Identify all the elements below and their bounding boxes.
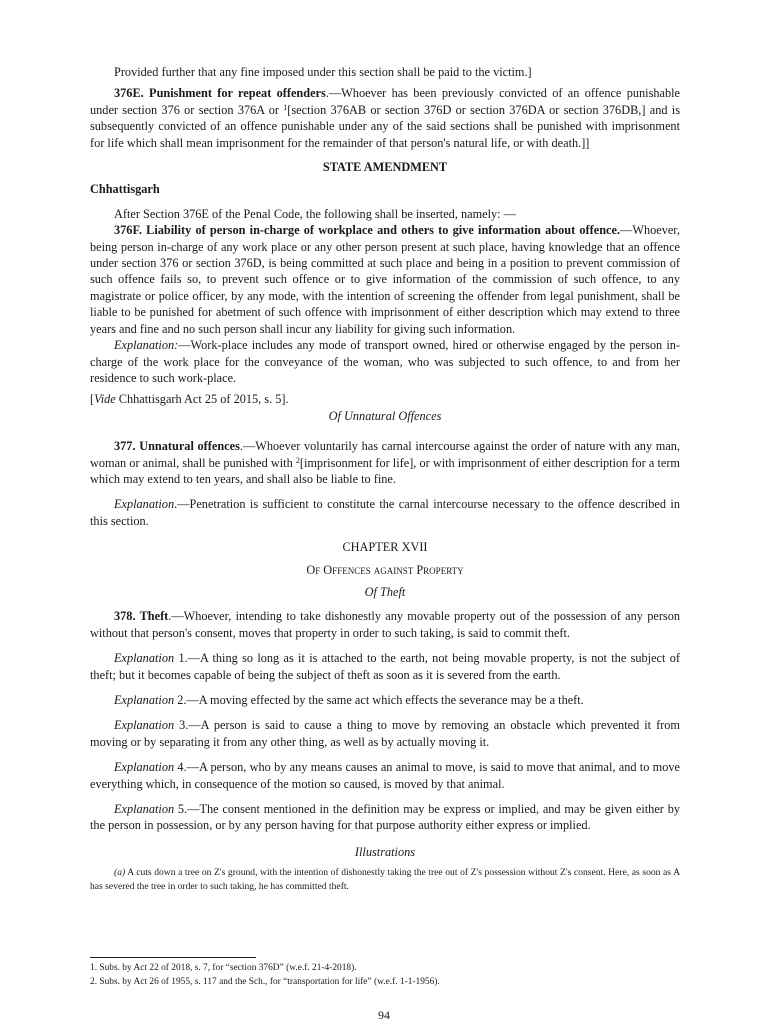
section-377	[90, 438, 680, 487]
section-378-heading: 378. Theft	[114, 609, 169, 624]
vide-bracket: [	[90, 392, 95, 407]
explanation-text: .—A moving effected by the same act which effects the severance may be a theft.	[183, 693, 584, 707]
explanation-text: .—The consent mentioned in the definition may be express or implied, and may be given either by the person in possession, or by any person having for that purpose authority either express or implied.	[90, 802, 680, 833]
explanation-number: 4	[174, 760, 184, 775]
section-376f-explanation	[90, 337, 680, 386]
explanation-4	[90, 759, 680, 792]
section-377-text-a: .—Whoever voluntarily has carnal intercourse against the order of nature with any man, woman or animal, shall be punished with	[90, 439, 681, 470]
vide-note	[90, 391, 680, 407]
footnote-divider	[90, 957, 256, 958]
illustrations-heading: Illustrations	[354, 844, 416, 859]
explanation-label: Explanation	[114, 802, 175, 817]
section-378-text: .—Whoever, intending to take dishonestly any movable property out of the possession of any person without that person's consent, moves that property in order to such taking, is said to commit theft.	[90, 609, 680, 640]
explanation-text: .—Penetration is sufficient to constitute the carnal intercourse necessary to the offence described in this section.	[90, 497, 680, 528]
state-amendment-heading: STATE AMENDMENT	[322, 160, 448, 175]
section-377-text-b: [imprisonment for life], or with imprisonment of either description for a term which may extend to ten years, and shall also be liable to fine.	[90, 455, 680, 486]
section-376e-text-a: .—Whoever has been previously convicted of an offence punishable under section 376 or section 376A or	[90, 86, 680, 117]
footnote-2: 2. Subs. by Act 26 of 1955, s. 117 and the Sch., for “transportation for life” (w.e.f. 1-1-1956).	[90, 976, 440, 987]
main-text	[90, 64, 680, 894]
explanation-5	[90, 801, 680, 834]
illustration-label: (a)	[114, 867, 126, 879]
chapter-title: Of Offences against Property	[306, 562, 464, 577]
section-376e-text-b: [section 376AB or section 376D or section 376DA or section 376DB,] and is subsequently convicted of an offence punishable under any of the said sections shall be punished with imprisonment for life which shall mean imprisonment for the remainder of that person's natural life, or with death.]]	[90, 102, 680, 150]
explanation-number: 2	[174, 693, 184, 707]
unnatural-offences-heading: Of Unnatural Offences	[328, 408, 442, 423]
explanation-label: Explanation:	[114, 338, 179, 353]
explanation-label: Explanation	[114, 760, 175, 775]
section-378	[90, 608, 680, 641]
chapter-number: CHAPTER XVII	[342, 540, 428, 555]
explanation-number: 1	[174, 651, 185, 666]
proviso-paragraph: Provided further that any fine imposed under this section shall be paid to the victim.]	[114, 65, 532, 79]
page-number: 94	[378, 1008, 390, 1022]
explanation-label: Explanation	[114, 497, 175, 512]
footnote-ref-1: 1	[283, 102, 288, 112]
section-377-heading: 377. Unnatural offences	[114, 439, 240, 454]
explanation-text: .—A thing so long as it is attached to the earth, not being movable property, is not the subject of theft; but it becomes capable of being the subject of theft as soon as it is severed from the earth.	[90, 651, 680, 682]
theft-heading: Of Theft	[364, 584, 406, 599]
explanation-label: Explanation	[114, 718, 175, 733]
explanation-label: Explanation	[114, 651, 175, 666]
footnote-ref-2: 2	[295, 455, 300, 465]
state-name: Chhattisgarh	[90, 182, 160, 197]
section-376e-heading: 376E. Punishment for repeat offenders	[114, 86, 326, 101]
explanation-label: Explanation	[114, 693, 175, 707]
section-376f	[90, 222, 680, 337]
explanation-number: 5	[174, 802, 185, 817]
insert-line: After Section 376E of the Penal Code, the following shall be inserted, namely: —	[114, 206, 516, 221]
section-376f-text: —Whoever, being person in-charge of any work place or any other person present at such place, having knowledge that an offence under section 376 or section 376D, is being committed at such place and being in a position to prevent commission of such offence fails so, to prevent such offence or to give information of the commission of such offence, to any magistrate or police officer, by any mode, with the intention of screening the offender from legal punishment, shall be liable to be punished for abetment of such offence with imprisonment of either description which may extend to three years and fine and no such person shall incur any liability for giving such information.	[90, 223, 680, 336]
explanation-2	[90, 692, 680, 708]
illustration-a	[90, 866, 680, 894]
vide-word: Vide	[94, 392, 116, 407]
footnote-1: 1. Subs. by Act 22 of 2018, s. 7, for “section 376D” (w.e.f. 21-4-2018).	[90, 963, 357, 973]
explanation-text: .—A person is said to cause a thing to move by removing an obstacle which prevented it from moving or by separating it from any other thing, as well as by actually moving it.	[90, 718, 680, 749]
explanation-number: 3	[174, 718, 186, 733]
vide-rest: Chhattisgarh Act 25 of 2015, s. 5].	[115, 392, 289, 407]
illustration-text: A cuts down a tree on Z's ground, with the intention of dishonestly taking the tree out of Z's possession without Z's consent. Here, as soon as A has severed the tree in order to such taking, he has committed theft.	[90, 867, 680, 893]
explanation-1	[90, 650, 680, 683]
section-376e	[90, 85, 680, 151]
footnotes	[90, 957, 680, 989]
explanation-text: —Work-place includes any mode of transport owned, hired or otherwise engaged by the person in-charge of the work place for the conveyance of the woman, who was subjected to such offence, to and from her residence to such work-place.	[90, 338, 680, 385]
section-376f-heading: 376F. Liability of person in-charge of workplace and others to give information about offence.	[114, 223, 621, 238]
explanation-3	[90, 717, 680, 750]
section-377-explanation	[90, 496, 680, 529]
explanation-text: .—A person, who by any means causes an animal to move, is said to move that animal, and to move everything which, in consequence of the motion so caused, is moved by that animal.	[90, 760, 680, 791]
